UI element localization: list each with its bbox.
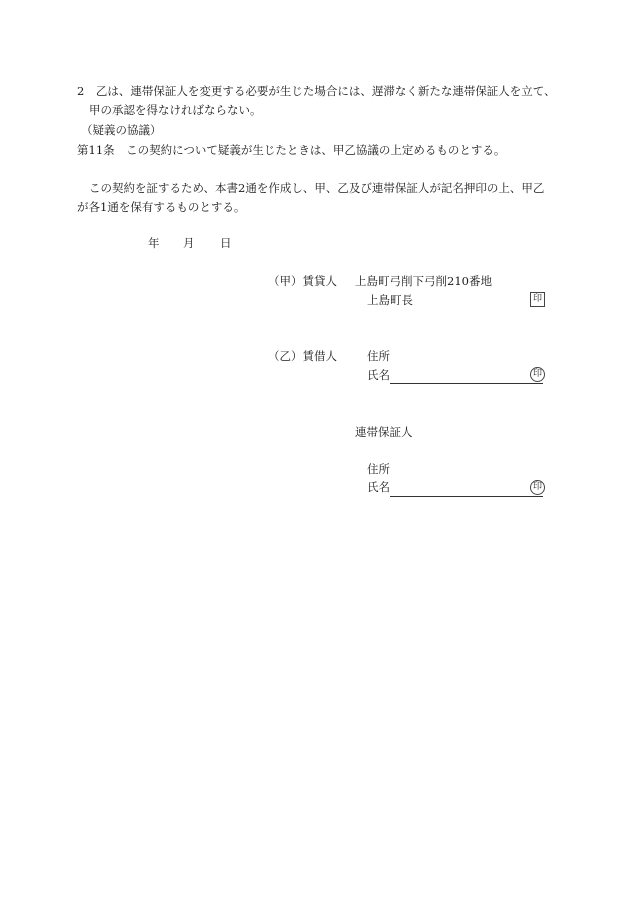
clause2-line2: 甲の承認を得なければならない。 [89,103,262,117]
lessee-label: （乙）賃借人 [268,349,337,363]
lessee-address-label: 住所 [367,349,390,363]
lessor-address: 上島町弓削下弓削210番地 [355,274,492,288]
guarantor-heading: 連帯保証人 [355,425,413,439]
lessor-seal-mark: 印 [530,292,545,307]
article11-caption: （疑義の協議） [81,123,162,137]
date-day: 日 [220,236,232,250]
date-year: 年 [148,236,160,250]
guarantor-name-underline [390,496,543,497]
guarantor-address-label: 住所 [367,462,390,476]
lessee-name-underline [390,383,543,384]
lessee-seal-mark: 印 [530,367,545,382]
date-month: 月 [183,236,195,250]
article11-text: 第11条 この契約について疑義が生じたときは、甲乙協議の上定めるものとする。 [77,143,506,157]
clause2-line1: 2 乙は、連帯保証人を変更する必要が生じた場合には、遅滞なく新たな連帯保証人を立て、 [77,84,556,98]
lessor-label: （甲）賃貸人 [268,274,337,288]
witness-line1: この契約を証するため、本書2通を作成し、甲、乙及び連帯保証人が記名押印の上、甲乙 [89,181,545,195]
witness-line2: が各1通を保有するものとする。 [77,200,246,214]
guarantor-seal-mark: 印 [530,480,545,495]
lessee-name-label: 氏名 [367,368,390,382]
guarantor-name-label: 氏名 [367,480,390,494]
lessor-name: 上島町長 [367,293,413,307]
